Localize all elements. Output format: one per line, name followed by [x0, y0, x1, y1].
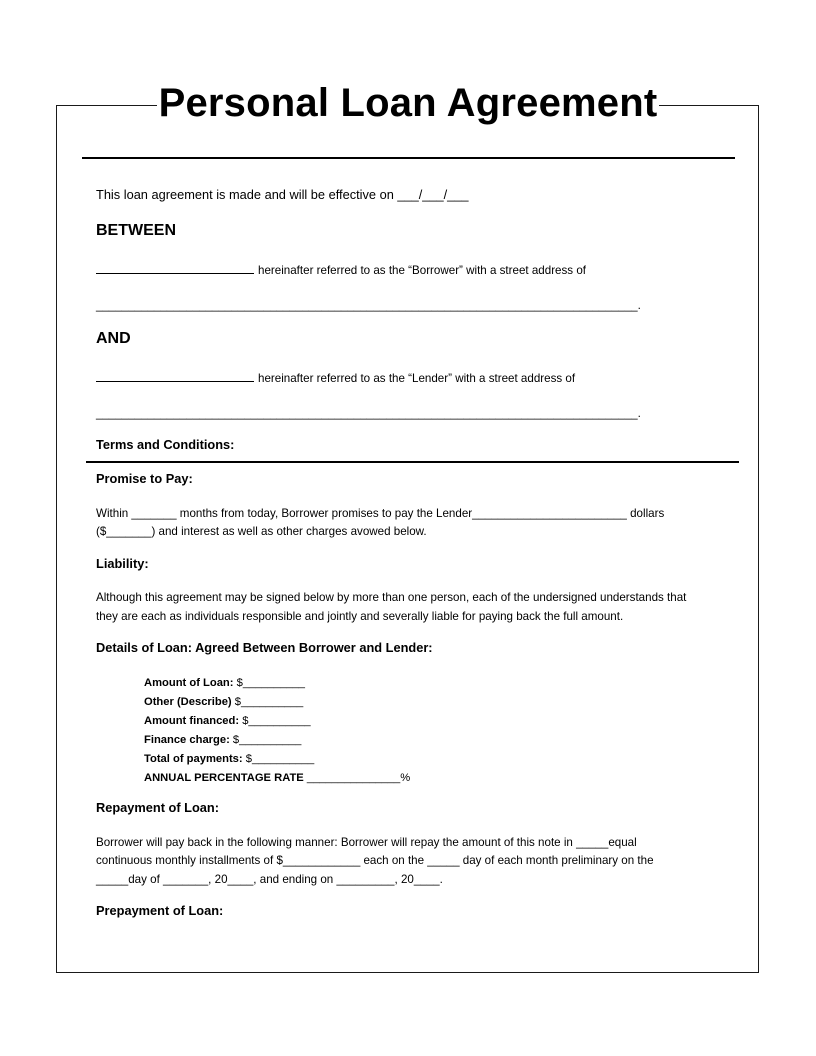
repayment-text-line-2: continuous monthly installments of $____________ each on the _____ day of each month preliminary on the	[96, 854, 654, 867]
detail-label: Amount financed:	[144, 715, 240, 727]
borrower-line	[96, 261, 586, 280]
effective-date-line: This loan agreement is made and will be effective on ___/___/___	[96, 187, 469, 202]
lender-name-blank	[96, 381, 254, 382]
promise-heading: Promise to Pay:	[96, 471, 193, 486]
document-title	[0, 78, 816, 128]
list-item	[144, 731, 410, 750]
details-heading: Details of Loan: Agreed Between Borrower and Lender:	[96, 640, 433, 655]
detail-value: $__________	[239, 715, 311, 727]
liability-heading: Liability:	[96, 556, 149, 571]
repayment-heading: Repayment of Loan:	[96, 800, 220, 815]
terms-divider	[86, 461, 739, 463]
between-heading: BETWEEN	[96, 222, 176, 239]
list-item	[144, 750, 410, 769]
title-divider	[82, 157, 735, 159]
liability-text-line-1: Although this agreement may be signed below by more than one person, each of the undersigned understands that	[96, 591, 687, 604]
loan-details-list	[144, 674, 410, 788]
list-item	[144, 769, 410, 788]
lender-address-blank: ____________________________________________________________________________________.	[96, 407, 641, 420]
document-title-text: Personal Loan Agreement	[158, 81, 658, 125]
lender-line-text: hereinafter referred to as the “Lender” with a street address of	[258, 372, 576, 385]
borrower-name-blank	[96, 273, 254, 274]
detail-label: Total of payments:	[144, 753, 243, 765]
borrower-line-text: hereinafter referred to as the “Borrower” with a street address of	[258, 264, 586, 277]
liability-text-line-2: they are each as individuals responsible and jointly and severally liable for paying back the full amount.	[96, 610, 624, 623]
repayment-text-line-3: _____day of _______, 20____, and ending on _________, 20____.	[96, 873, 443, 886]
detail-value: $__________	[229, 734, 302, 746]
detail-value: $__________	[233, 677, 306, 689]
detail-value: _______________%	[303, 772, 411, 784]
list-item	[144, 674, 410, 693]
detail-label: Finance charge:	[144, 734, 230, 746]
and-heading: AND	[96, 330, 131, 347]
list-item	[144, 693, 410, 712]
promise-text-line-1: Within _______ months from today, Borrower promises to pay the Lender________________________ dollars	[96, 507, 665, 520]
list-item	[144, 712, 410, 731]
promise-text-line-2: ($_______) and interest as well as other charges avowed below.	[96, 525, 427, 538]
detail-value: $__________	[231, 696, 304, 708]
detail-label: Other (Describe)	[144, 696, 232, 708]
lender-line	[96, 369, 575, 388]
detail-label: ANNUAL PERCENTAGE RATE	[144, 772, 304, 784]
detail-value: $__________	[242, 753, 315, 765]
prepayment-heading: Prepayment of Loan:	[96, 903, 224, 918]
detail-label: Amount of Loan:	[144, 677, 234, 689]
repayment-text-line-1: Borrower will pay back in the following manner: Borrower will repay the amount of this note in _____equal	[96, 836, 637, 849]
terms-heading: Terms and Conditions:	[96, 437, 235, 452]
borrower-address-blank: ____________________________________________________________________________________.	[96, 299, 641, 312]
